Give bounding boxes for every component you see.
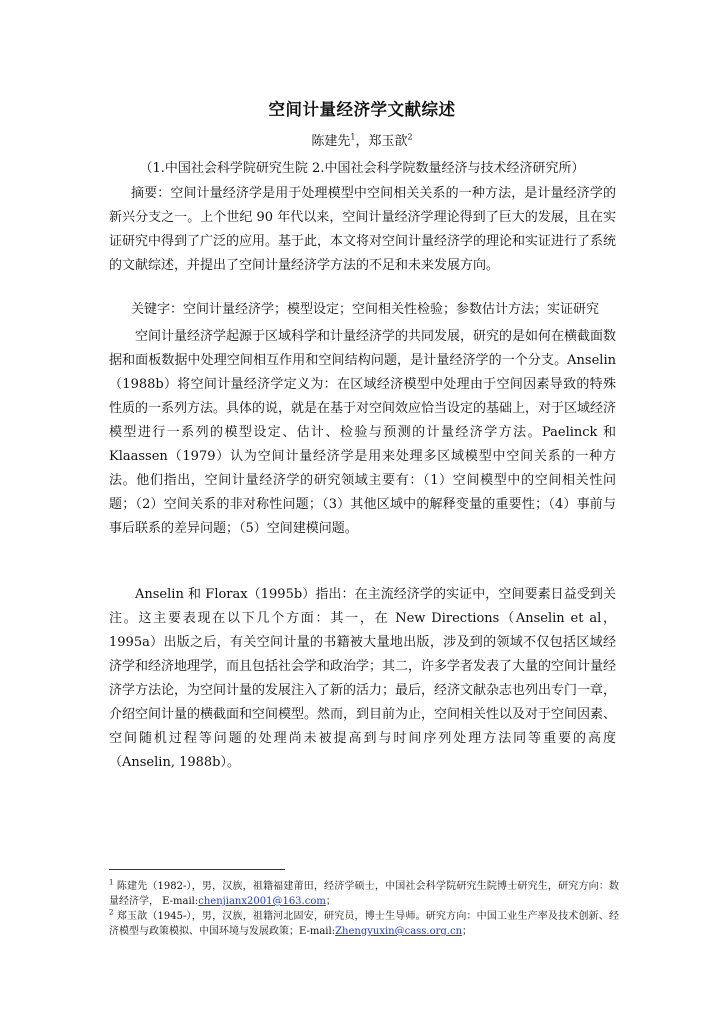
body-paragraph-1: 空间计量经济学起源于区域科学和计量经济学的共同发展，研究的是如何在横截面数据和面板数据中处理空间相互作用和空间结构问题，是计量经济学的一个分支。Anselin（1988b）将空间计量经济学定义为：在区域经济模型中处理由于空间因素导致的特殊性质的一系列方法。具体的说，就是在基于对空间效应恰当设定的基础上，对于区域经济模型进行一系列的模型设定、估计、检验与预测的计量经济学方法。Paelinck 和 Klaassen（1979）认为空间计量经济学是用来处理多区域模型中空间关系的一种方法。他们指出，空间计量经济学的研究领域主要有：（1）空间模型中的空间相关性问题；（2）空间关系的非对称性问题；（3）其他区域中的解释变量的重要性；（4）事前与事后联系的差异问题；（5）空间建模问题。 [109, 329, 617, 536]
author-line [0, 130, 724, 149]
footnote-2-end: ； [462, 926, 473, 937]
affiliation: （1.中国社会科学院研究生院 2.中国社会科学院数量经济与技术经济研究所） [139, 161, 585, 176]
footnote-1-text: 陈建先（1982-），男，汉族，祖籍福建莆田，经济学硕士，中国社会科学院研究生院博士研究生，研究方向：数量经济学， E-mail: [109, 881, 619, 907]
footnote-divider [109, 869, 285, 870]
footnote-2-text: 郑玉歆（1945-），男，汉族，祖籍河北固安，研究员，博士生导师。研究方向：中国工业生产率及技术创新、经济模型与政策模拟、中国环境与发展政策；E-mail: [109, 911, 619, 937]
footnote-1 [109, 879, 619, 909]
footnote-1-end: ； [325, 896, 336, 907]
author-name-2: 郑玉歆 [368, 134, 408, 149]
author-mark-2: 2 [407, 132, 413, 142]
footnote-2 [109, 909, 619, 939]
body-paragraph-2: Anselin 和 Florax（1995b）指出：在主流经济学的实证中，空间要素日益受到关注。这主要表现在以下几个方面：其一，在 New Directions（Anselin et al，1995a）出版之后，有关空间计量的书籍被大量地出版，涉及到的领域不仅包括区域经济学和经济地理学，而且包括社会学和政治学；其二，许多学者发表了大量的空间计量经济学方法论，为空间计量的发展注入了新的活力；最后，经济文献杂志也列出专门一章，介绍空间计量的横截面和空间模型。然而，到目前为止，空间相关性以及对于空间因素、空间随机过程等问题的处理尚未被提高到与时间序列处理方法同等重要的高度（Anselin, 1988b）。 [109, 587, 617, 770]
author-separator: ， [355, 134, 369, 149]
paper-title: 空间计量经济学文献综述 [268, 100, 456, 119]
abstract-paragraph: 摘要：空间计量经济学是用于处理模型中空间相关关系的一种方法，是计量经济学的新兴分支之一。上个世纪 90 年代以来，空间计量经济学理论得到了巨大的发展，且在实证研究中得到了广泛的应用。基于此，本文将对空间计量经济学的理论和实证进行了系统的文献综述，并提出了空间计量经济学方法的不足和未来发展方向。 [109, 186, 617, 273]
author-mark-1: 1 [350, 132, 356, 142]
footnote-mark-2: 2 [109, 908, 114, 917]
footnote-2-email-link[interactable]: Zhengyuxin@cass.org.cn [335, 926, 463, 937]
footnote-1-email-link[interactable]: chenjianx2001@163.com [198, 896, 326, 907]
keywords-paragraph: 关键字：空间计量经济学；模型设定；空间相关性检验；参数估计方法；实证研究 [131, 302, 600, 317]
footnote-mark-1: 1 [109, 878, 114, 887]
author-name-1: 陈建先 [311, 134, 351, 149]
